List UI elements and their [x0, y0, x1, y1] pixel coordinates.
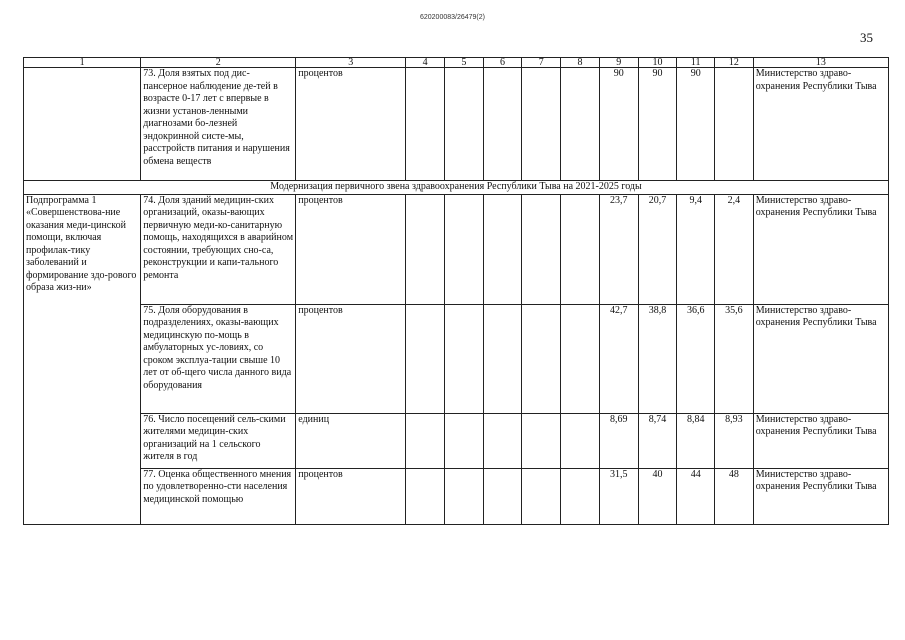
value-cell: 9,4: [677, 194, 715, 304]
value-cell: 42,7: [599, 304, 638, 413]
responsible-org: Министерство здраво-охранения Республики Тыва: [753, 468, 888, 524]
table-row: [24, 468, 889, 524]
value-cell: 31,5: [599, 468, 638, 524]
value-cell: 40: [638, 468, 677, 524]
page-number: 35: [860, 30, 873, 45]
column-header: 9: [599, 58, 638, 68]
column-header: 13: [753, 58, 888, 68]
indicator-name: 73. Доля взятых под дис-пансерное наблюдение де-тей в возрасте 0-17 лет с впервые в жизни установ-ленными диагнозами бо-лезней эндокринной систе-мы, расстройств питания и нарушения обмена веществ: [141, 68, 296, 181]
table-row: [24, 68, 889, 181]
column-header-row: [24, 58, 889, 68]
column-header: 6: [483, 58, 522, 68]
table-row: [24, 413, 889, 468]
table-row: [24, 304, 889, 413]
indicators-table: [23, 57, 889, 525]
value-cell: 44: [677, 468, 715, 524]
value-cell: 36,6: [677, 304, 715, 413]
value-cell: 20,7: [638, 194, 677, 304]
indicator-name: 77. Оценка общественного мнения по удовлетворенно-сти населения медицинской помощью: [141, 468, 296, 524]
value-cell: 23,7: [599, 194, 638, 304]
indicator-name: 76. Число посещений сель-скими жителями медицин-ских организаций на 1 сельского жителя в год: [141, 413, 296, 468]
indicator-unit: процентов: [296, 194, 406, 304]
section-title: Модернизация первичного звена здравоохранения Республики Тыва на 2021-2025 годы: [24, 181, 889, 195]
indicator-name: 75. Доля оборудования в подразделениях, оказы-вающих медицинскую по-мощь в амбулаторных ус-ловиях, со сроком эксплуа-тации свыше 10 лет от об-щего числа данного вида оборудования: [141, 304, 296, 413]
column-header: 4: [406, 58, 445, 68]
responsible-org: Министерство здраво-охранения Республики Тыва: [753, 194, 888, 304]
value-cell: 38,8: [638, 304, 677, 413]
column-header: 11: [677, 58, 715, 68]
indicator-unit: процентов: [296, 68, 406, 181]
responsible-org: Министерство здраво-охранения Республики Тыва: [753, 68, 888, 181]
table-row: [24, 194, 889, 304]
indicator-name: 74. Доля зданий медицин-ских организаций, оказы-вающих первичную меди-ко-санитарную помощь, находящихся в аварийном состоянии, требующих сно-са, реконструкции и капи-тального ремонта: [141, 194, 296, 304]
column-header: 2: [141, 58, 296, 68]
value-cell: 90: [638, 68, 677, 181]
column-header: 7: [522, 58, 561, 68]
indicator-unit: процентов: [296, 304, 406, 413]
column-header: 3: [296, 58, 406, 68]
value-cell: 90: [599, 68, 638, 181]
section-row: [24, 181, 889, 195]
document-id: 620200083/26479(2): [419, 14, 485, 21]
column-header: 5: [444, 58, 483, 68]
indicator-unit: процентов: [296, 468, 406, 524]
value-cell: 2,4: [715, 194, 754, 304]
subprogram-name: Подпрограмма 1 «Совершенствова-ние оказания меди-цинской помощи, включая профилак-тику заболеваний и формирование здо-рового образа жиз-ни»: [24, 194, 141, 524]
value-cell: 8,69: [599, 413, 638, 468]
responsible-org: Министерство здраво-охранения Республики Тыва: [753, 413, 888, 468]
value-cell: [715, 68, 754, 181]
empty-cell: [24, 68, 141, 181]
value-cell: 90: [677, 68, 715, 181]
column-header: 10: [638, 58, 677, 68]
value-cell: 48: [715, 468, 754, 524]
column-header: 12: [715, 58, 754, 68]
column-header: 1: [24, 58, 141, 68]
column-header: 8: [561, 58, 600, 68]
value-cell: 8,84: [677, 413, 715, 468]
value-cell: 8,74: [638, 413, 677, 468]
value-cell: 35,6: [715, 304, 754, 413]
responsible-org: Министерство здраво-охранения Республики Тыва: [753, 304, 888, 413]
value-cell: 8,93: [715, 413, 754, 468]
indicator-unit: единиц: [296, 413, 406, 468]
